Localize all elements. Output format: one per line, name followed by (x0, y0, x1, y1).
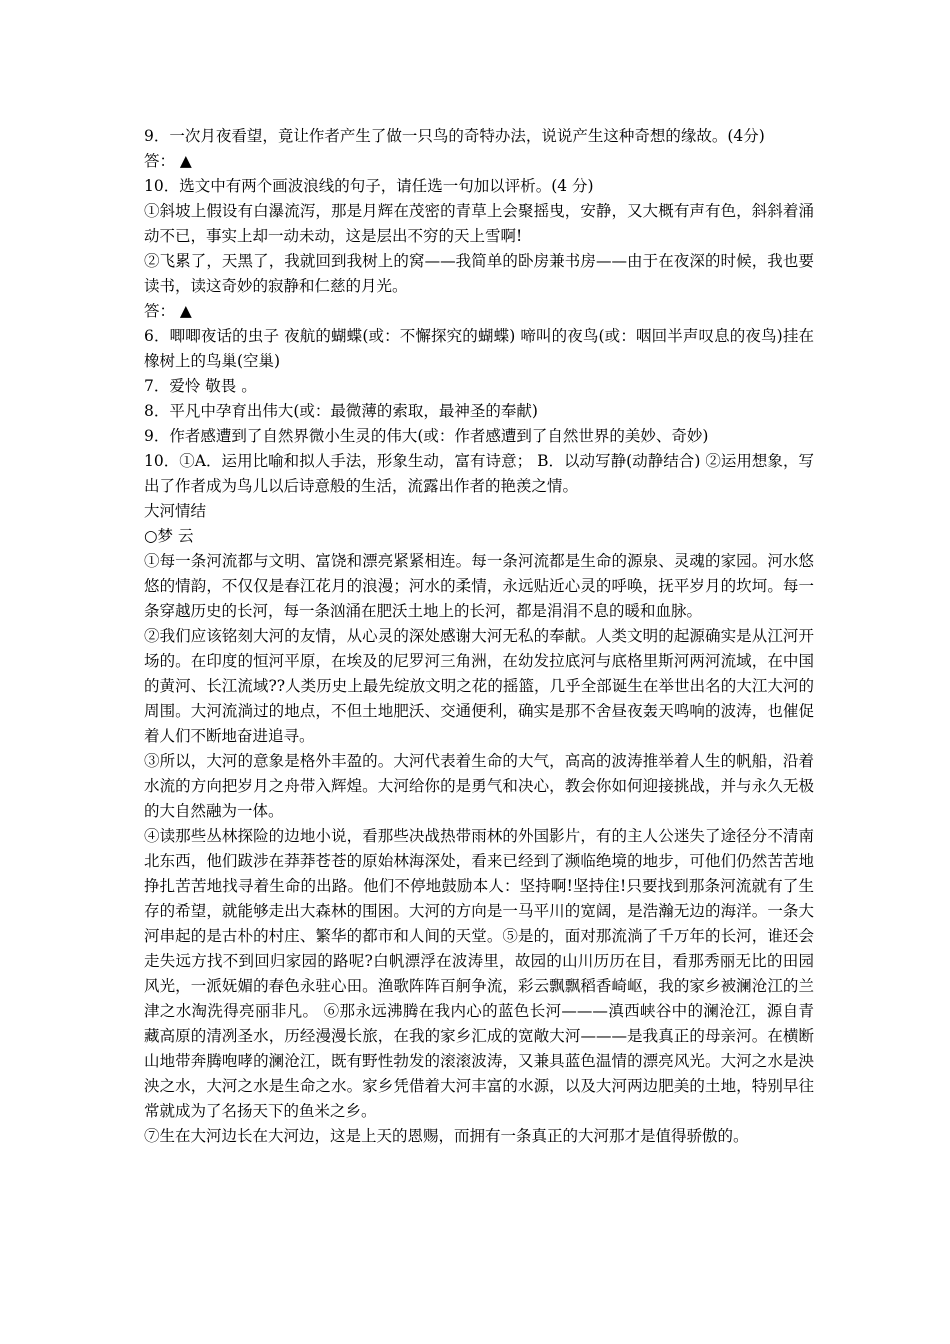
question-9-answer: 答： ▲ (144, 152, 192, 170)
question-10: 10．选文中有两个画波浪线的句子，请任选一句加以评析。(4 分) (144, 177, 594, 195)
answer-7: 7．爱怜 敬畏 。 (144, 377, 257, 395)
article-paragraph: ③所以，大河的意象是格外丰盈的。大河代表着生命的大气，高高的波涛推举着人生的帆船，沿着水流的方向把岁月之舟带入辉煌。大河给你的是勇气和决心，教会你如何迎接挑战，并与永久无极的大自然融为一体。 (144, 752, 814, 820)
answer-8: 8．平凡中孕育出伟大(或：最微薄的索取，最神圣的奉献) (144, 402, 538, 420)
article-author: ○梦 云 (144, 527, 194, 545)
answer-10: 10．①A．运用比喻和拟人手法，形象生动，富有诗意； B．以动写静(动静结合) ②运用想象，写出了作者成为鸟儿以后诗意般的生活，流露出作者的艳羡之情。 (144, 452, 814, 495)
question-10-option-1: ①斜坡上假设有白瀑流泻，那是月辉在茂密的青草上会聚摇曳，安静，又大概有声有色，斜斜着涌动不已，事实上却一动未动，这是层出不穷的天上雪啊! (144, 202, 814, 245)
document-body (144, 124, 814, 1149)
article-paragraph: ①每一条河流都与文明、富饶和漂亮紧紧相连。每一条河流都是生命的源泉、灵魂的家园。河水悠悠的情韵，不仅仅是春江花月的浪漫；河水的柔情，永远贴近心灵的呼唤，抚平岁月的坎坷。每一条穿越历史的长河，每一条汹涌在肥沃土地上的长河，都是涓涓不息的暖和血脉。 (144, 552, 814, 620)
question-10-option-2: ②飞累了，天黑了，我就回到我树上的窝——我简单的卧房兼书房——由于在夜深的时候，我也要读书，读这奇妙的寂静和仁慈的月光。 (144, 252, 814, 295)
question-9: 9．一次月夜看望，竟让作者产生了做一只鸟的奇特办法，说说产生这种奇想的缘故。(4分) (144, 127, 765, 145)
article-paragraph: ④读那些丛林探险的边地小说，看那些决战热带雨林的外国影片，有的主人公迷失了途径分不清南北东西，他们跋涉在莽莽苍苍的原始林海深处，看来已经到了濒临绝境的地步，可他们仍然苦苦地挣扎苦苦地找寻着生命的出路。他们不停地鼓励本人：坚持啊!坚持住!只要找到那条河流就有了生存的希望，就能够走出大森林的围困。大河的方向是一马平川的宽阔，是浩瀚无边的海洋。一条大河串起的是古朴的村庄、繁华的都市和人间的天堂。⑤是的，面对那流淌了千万年的长河，谁还会走失远方找不到回归家园的路呢?白帆漂浮在波涛里，故园的山川历历在目，看那秀丽无比的田园风光，一派妩媚的春色永驻心田。渔歌阵阵百舸争流，彩云飘飘稻香崎岖，我的家乡被澜沧江的兰津之水淘洗得亮丽非凡。 ⑥那永远沸腾在我内心的蓝色长河———滇西峡谷中的澜沧江，源自青藏高原的清冽圣水，历经漫漫长旅，在我的家乡汇成的宽敞大河———是我真正的母亲河。在横断山地带奔腾咆哮的澜沧江，既有野性勃发的滚滚波涛，又兼具蓝色温情的漂亮风光。大河之水是泱泱之水，大河之水是生命之水。家乡凭借着大河丰富的水源，以及大河两边肥美的土地，特别早往常就成为了名扬天下的鱼米之乡。 (144, 827, 814, 1120)
question-10-answer: 答： ▲ (144, 302, 192, 320)
article-paragraph: ⑦生在大河边长在大河边，这是上天的恩赐，而拥有一条真正的大河那才是值得骄傲的。 (144, 1127, 749, 1145)
article-title: 大河情结 (144, 502, 207, 520)
answer-9: 9．作者感遭到了自然界微小生灵的伟大(或：作者感遭到了自然世界的美妙、奇妙) (144, 427, 709, 445)
answer-6: 6．唧唧夜话的虫子 夜航的蝴蝶(或：不懈探究的蝴蝶) 啼叫的夜鸟(或：咽回半声叹息的夜鸟)挂在橡树上的鸟巢(空巢) (144, 327, 814, 370)
article-paragraph: ②我们应该铭刻大河的友情，从心灵的深处感谢大河无私的奉献。人类文明的起源确实是从江河开场的。在印度的恒河平原，在埃及的尼罗河三角洲，在幼发拉底河与底格里斯河两河流域，在中国的黄河、长江流域??人类历史上最先绽放文明之花的摇篮，几乎全部诞生在举世出名的大江大河的周围。大河流淌过的地点，不但土地肥沃、交通便利，确实是那不舍昼夜轰天鸣响的波涛，也催促着人们不断地奋进追寻。 (144, 627, 814, 745)
